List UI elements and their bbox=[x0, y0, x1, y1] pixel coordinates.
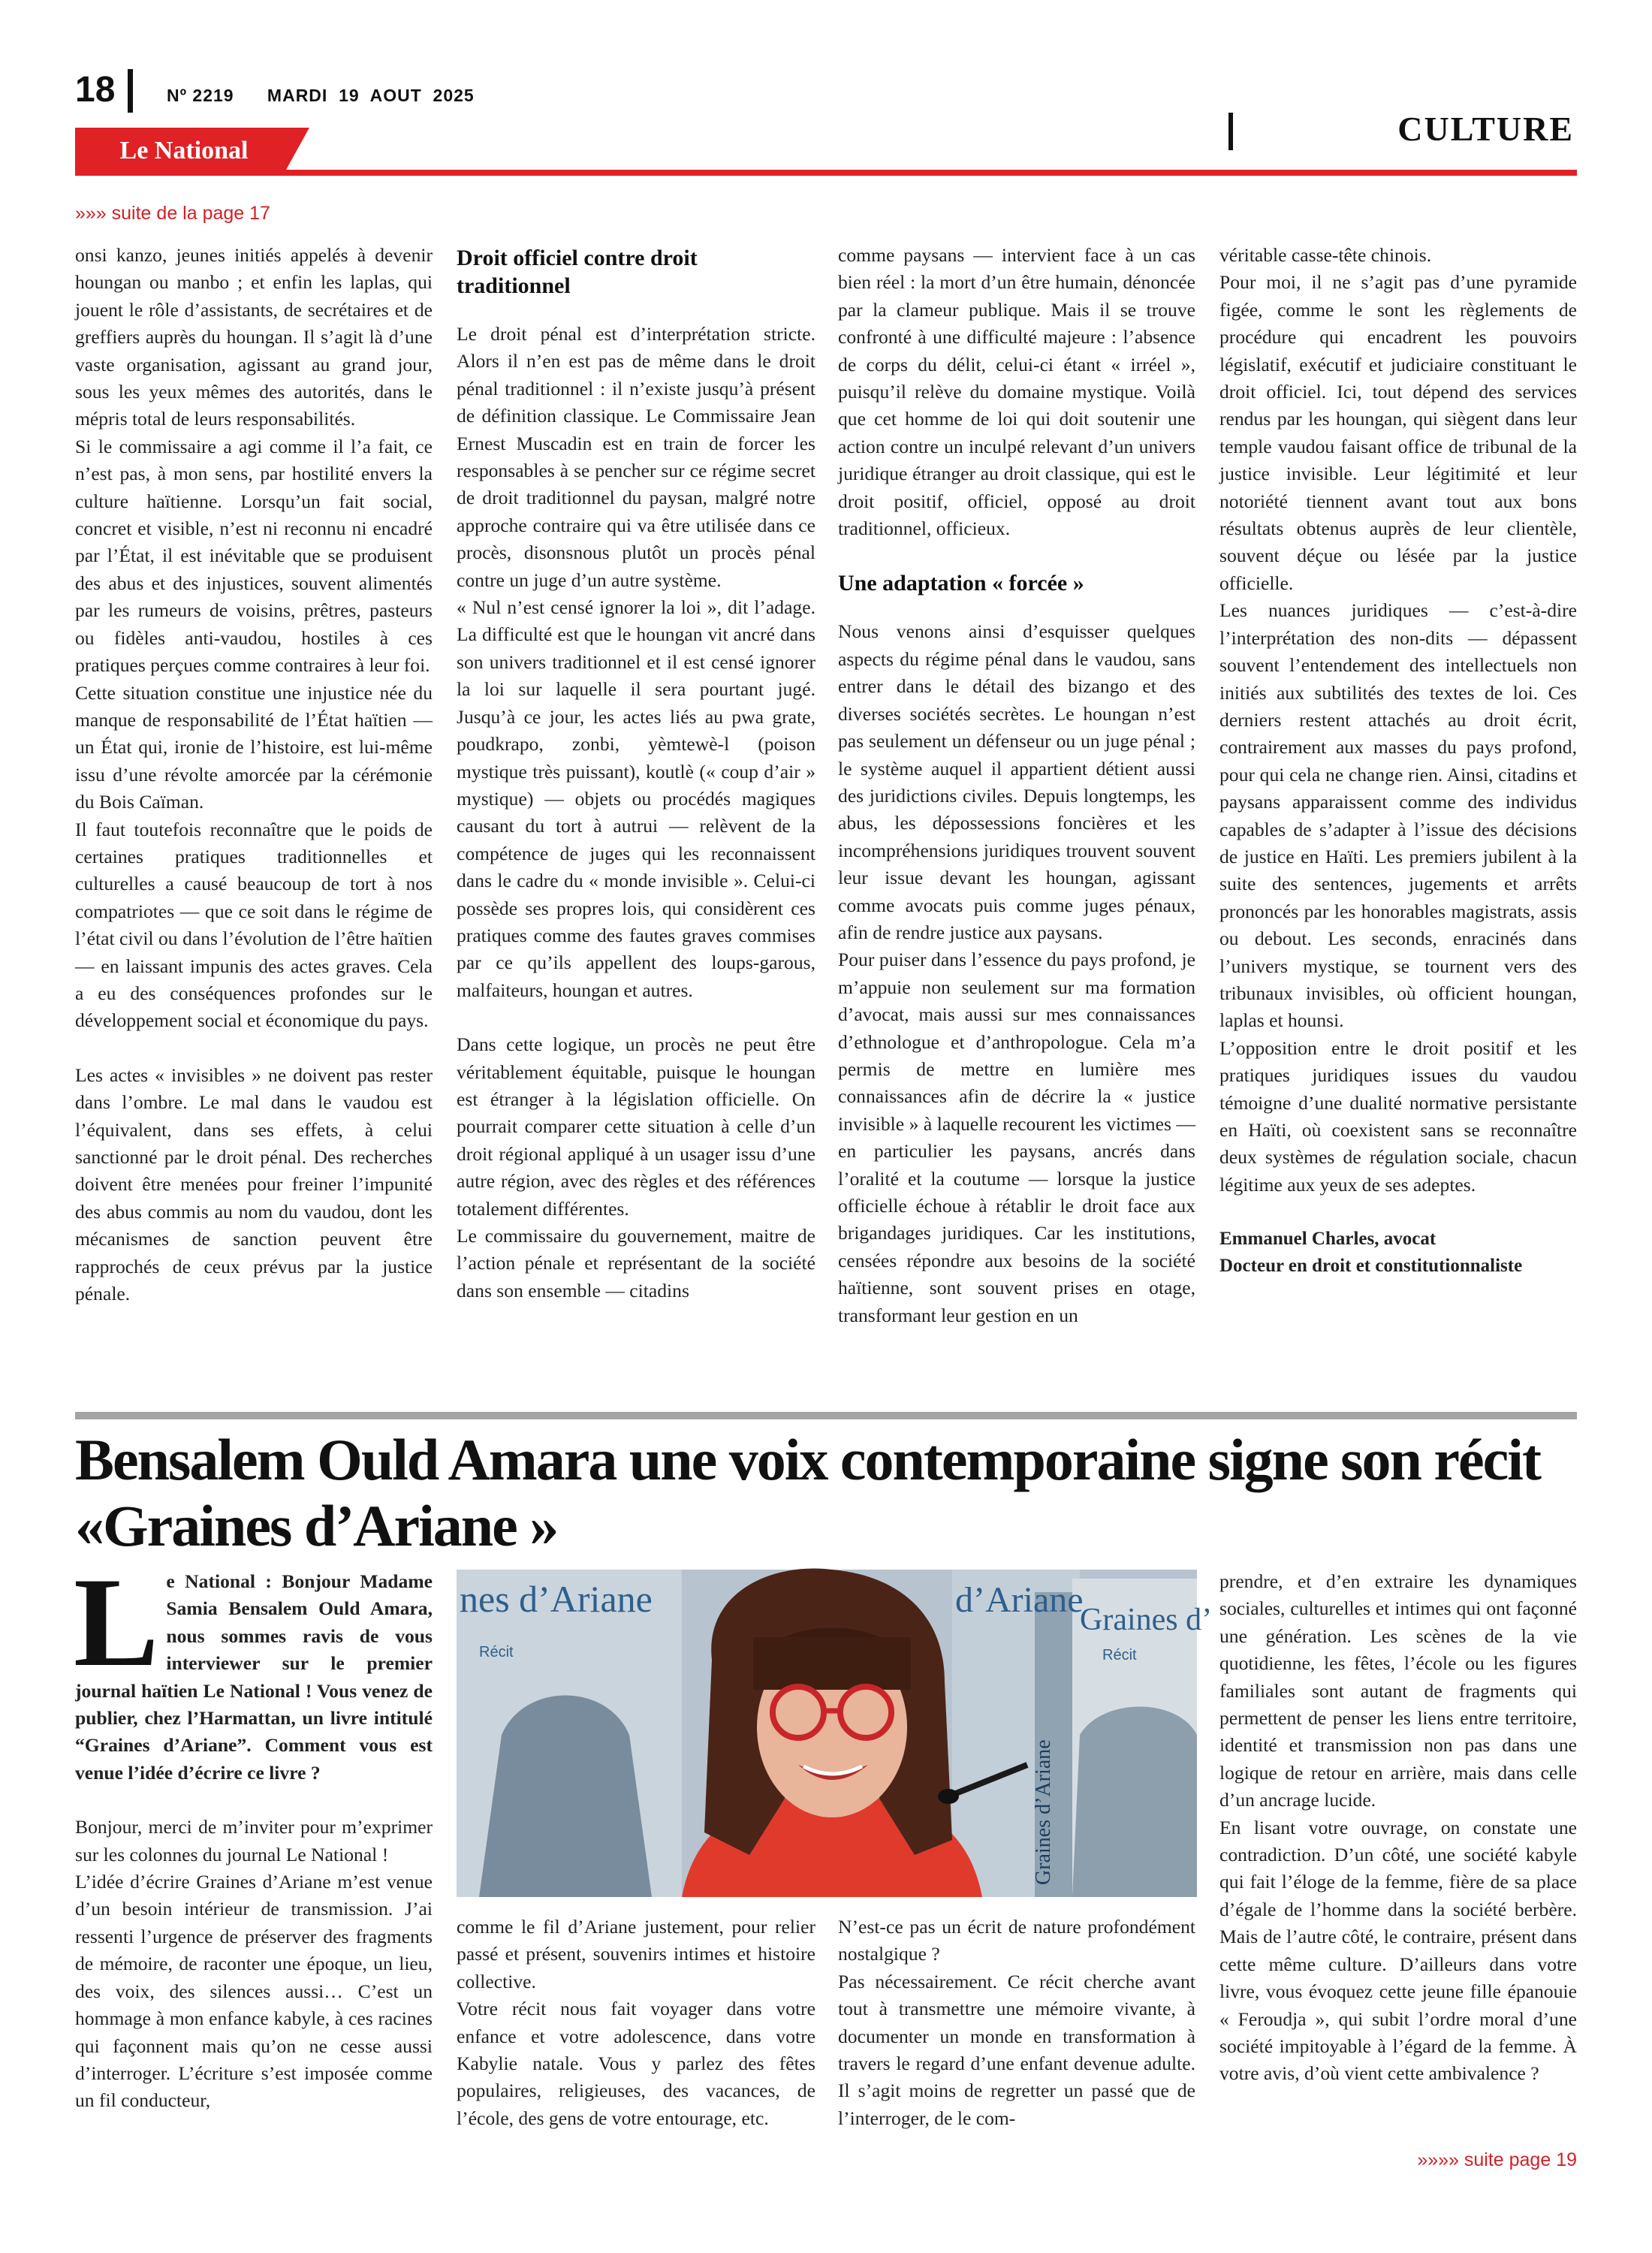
book-dress-shape bbox=[1072, 1707, 1197, 1898]
newspaper-logo: Le National bbox=[119, 137, 249, 164]
article1-column-2 bbox=[457, 244, 815, 1398]
paragraph: Il faut toutefois reconnaître que le poids de certaines pratiques traditionnelles et culturelles a causé beaucoup de tort à nos compatriotes — que ce soit dans le régime de l’état civil ou dans l’évolution de l’être haïtien — en laissant impunis des actes graves. Cela a eu des conséquences profondes sur le développement social et économique du pays. bbox=[75, 818, 433, 1032]
poster-middle-title: d’Ariane bbox=[955, 1580, 1084, 1620]
book-title: Graines d’ bbox=[1080, 1603, 1213, 1637]
page-number: 18 bbox=[75, 70, 116, 110]
article1-column-1 bbox=[75, 242, 433, 1395]
paragraph: comme paysans — intervient face à un cas bien réel : la mort d’un être humain, dénoncée par la clameur publique. Mais il se trouve confronté à une difficulté majeure : l’absence de corps du délit, celui-ci étant « irréel », puisqu’il relève du domaine mystique. Voilà que cet homme de loi qui doit soutenir une action contre un inculpé relevant d’un univers juridique étranger au droit classique, qui est le droit positif, officiel, opposé au droit traditionnel, officieux. bbox=[838, 244, 1195, 540]
paragraph: Les actes « invisibles » ne doivent pas rester dans l’ombre. Le mal dans le vaudou est l’équivalent, dans ses effets, à celui sanctionné par le droit pénal. Des recherches doivent être menées pour freiner l’impunité des abus commis au nom du vaudou, dont les mécanismes de sanction peuvent être rapprochés de ceux prévus par la justice pénale. bbox=[75, 1063, 433, 1305]
paragraph: Pour moi, il ne s’agit pas d’une pyramide figée, comme le sont les règlements de procédure qui encadrent les pouvoirs législatif, exécutif et judiciaire constituant le droit officiel. Ici, tout dépend des services rendus par les houngan, qui siègent dans leur temple vaudou faisant office de tribunal de la justice invisible. Leur légitimité et leur notoriété tiennent avant tout aux bons résultats obtenus auprès de leur clientèle, souvent déçue ou lésée par la justice officielle. bbox=[1219, 271, 1577, 594]
section-divider bbox=[1228, 113, 1233, 150]
paragraph: onsi kanzo, jeunes initiés appelés à devenir houngan ou manbo ; et enfin les laplas, qui jouent le rôle d’assistants, de secrétaires et de greffiers auprès du houngan. Il s’agit là d’une vaste organisation, agissant au grand jour, sous les yeux mêmes des autorités, dans le mépris total de leurs responsabilités. bbox=[75, 244, 433, 430]
paragraph: Si le commissaire a agi comme il l’a fait, ce n’est pas, à mon sens, par hostilité envers la culture haïtienne. Lorsqu’un fait social, concret et visible, n’est ni reconnu ni encadré par l’État, il est inévitable que se produisent des abus et des injustices, souvent alimentés par les rumeurs de voisins, prêtres, pasteurs ou fidèles anti-vaudou, hostiles à ces pratiques perçues comme contraires à leur foi. bbox=[75, 435, 433, 677]
article1-column-3 bbox=[838, 242, 1195, 1395]
header-rule bbox=[75, 170, 1577, 176]
author-signature: Emmanuel Charles, avocat bbox=[1219, 1229, 1436, 1250]
article2-headline: Bensalem Ould Amara une voix contemporaine signe son récit «Graines d’Ariane » bbox=[75, 1427, 1540, 1558]
paragraph: Le droit pénal est d’interprétation stricte. Alors il n’en est pas de même dans le droit pénal traditionnel : il n’existe jusqu’à présent de définition classique. Le Commissaire Jean Ernest Muscadin est en train de forcer les responsables à se pencher sur ce régime secret de droit traditionnel du paysan, malgré notre approche contraire qui va être utilisée dans ce procès, disonsnous plutôt un procès pénal contre un juge d’un autre système. bbox=[457, 323, 815, 591]
issue-info bbox=[167, 86, 475, 106]
paragraph: Les nuances juridiques — c’est-à-dire l’interprétation des non-dits — dépassent souvent l’entendement des intellectuels non initiés aux subtilités des textes de loi. Ces derniers restent attachés au droit écrit, contrairement aux masses du pays profond, pour qui cela ne change rien. Ainsi, citadins et paysans apparaissent comme des individus capables de s’adapter à l’issue des décisions de justice en Haïti. Les premiers jubilent à la suite des sentences, jugements et arrêts prononcés par les honorables magistrats, assis ou debout. Les seconds, enracinés dans l’univers mystique, se tournent vers des tribunaux invisibles, où officient houngan, laplas et hounsi. bbox=[1219, 599, 1577, 1032]
article-divider bbox=[75, 1412, 1577, 1419]
article2-column-1 bbox=[74, 1552, 433, 2169]
section-title: CULTURE bbox=[1397, 110, 1574, 148]
author-photo bbox=[457, 1570, 1213, 1897]
paragraph: Bonjour, merci de m’inviter pour m’exprimer sur les colonnes du journal Le National ! bbox=[75, 1816, 433, 1865]
issue-number: Nº 2219 bbox=[167, 86, 234, 105]
paragraph: L’opposition entre le droit positif et les pratiques juridiques issues du vaudou témoigne d’une dualité normative persistante en Haïti, où coexistent sans se reconnaître deux systèmes de régulation sociale, chacun légitime aux yeux de ses adeptes. bbox=[1219, 1036, 1577, 1196]
article2-column-3 bbox=[838, 1914, 1195, 2169]
paragraph: Votre récit nous fait voyager dans votre enfance et votre adolescence, dans votre Kabylie natale. Vous y parlez des fêtes populaires, religieuses, des vacances, de l’école, des gens de votre entourage, etc. bbox=[457, 1998, 815, 2129]
paragraph: prendre, et d’en extraire les dynamiques sociales, culturelles et intimes qui ont façonné une génération. Les scènes de la vie quotidienne, les fêtes, l’école ou les figures familiales sont autant de fragments qui permettent de penser les liens entre territoire, identité et transmission non pas dans une logique de retour en arrière, mais dans celle d’un ancrage lucide. bbox=[1219, 1570, 1577, 1811]
interview-question: e National : Bonjour Madame Samia Bensalem Ould Amara, nous sommes ravis de vous interviewer sur le premier journal haïtien Le National ! Vous venez de publier, chez l’Harmattan, un livre intitulé “Graines d’Ariane”. Comment vous est venue l’idée d’écrire ce livre ? bbox=[75, 1570, 433, 1784]
issue-date: MARDI 19 AOUT 2025 bbox=[267, 86, 475, 105]
author-photo-illustration bbox=[457, 1570, 1213, 1897]
fringe bbox=[753, 1637, 911, 1690]
paragraph: véritable casse-tête chinois. bbox=[1219, 244, 1432, 266]
article2-column-4 bbox=[1219, 1568, 1577, 2169]
paragraph: N’est-ce pas un écrit de nature profondément nostalgique ? bbox=[838, 1916, 1195, 1965]
subheading: Une adaptation « forcée » bbox=[838, 571, 1084, 596]
microphone-icon bbox=[938, 1789, 959, 1804]
paragraph: Cette situation constitue une injustice née du manque de responsabilité de l’État haïtien — un État qui, ironie de l’histoire, est lui-même issu d’une révolte amorcée par la cérémonie du Bois Caïman. bbox=[75, 681, 433, 813]
drop-cap: L bbox=[74, 1552, 159, 1693]
poster-left-title: nes d’Ariane bbox=[460, 1578, 653, 1620]
paragraph: Nous venons ainsi d’esquisser quelques aspects du régime pénal dans le vaudou, sans entrer dans le détail des bizango et des diverses sociétés secrètes. Le houngan n’est pas seulement un défenseur ou un juge pénal ; le système auquel il appartient détient aussi des juridictions civiles. Depuis longtemps, les abus, les dépossessions foncières et les incompréhensions juridiques trouvent souvent leur issue devant les houngan, agissant comme avocats puis comme juges pénaux, afin de rendre justice aux paysans. bbox=[838, 620, 1195, 943]
paragraph: Pas nécessairement. Ce récit cherche avant tout à transmettre une mémoire vivante, à documenter un monde en transformation à travers le regard d’une enfant devenue adulte. Il s’agit moins de regretter un passé que de l’interroger, de le com- bbox=[838, 1970, 1195, 2129]
subheading: Droit officiel contre droit traditionnel bbox=[457, 246, 698, 298]
paragraph: « Nul n’est censé ignorer la loi », dit l’adage. La difficulté est que le houngan vit ancré dans son univers traditionnel et il est censé ignorer la loi sur laquelle il sera pourtant jugé. Jusqu’à ce jour, les actes liés au pwa grate, poudkrapo, zonbi, yèmtewè-l (poison mystique très puissant), koutlè (« coup d’air » mystique) — objets ou procédés magiques causant du tort à autrui — relèvent de la compétence de juges qui les reconnaissent dans le cadre du « monde invisible ». Celui-ci possède ses propres lois, qui considèrent ces pratiques comme des fautes graves commises par ce qu’ils appellent des loups-garous, malfaiteurs, houngan et autres. bbox=[457, 596, 815, 1001]
book-subtitle: Récit bbox=[1102, 1647, 1137, 1663]
paragraph: comme le fil d’Ariane justement, pour relier passé et présent, souvenirs intimes et histoire collective. bbox=[457, 1916, 815, 1992]
article2-column-2 bbox=[457, 1914, 815, 2169]
continued-from-link[interactable]: »»» suite de la page 17 bbox=[75, 203, 270, 224]
book-spine-title: Graines d’Ariane bbox=[1032, 1739, 1055, 1885]
paragraph: Le commissaire du gouvernement, maitre de l’action pénale et représentant de la société dans son ensemble — citadins bbox=[457, 1225, 815, 1301]
paragraph: En lisant votre ouvrage, on constate une contradiction. D’un côté, une société kabyle qui fait l’éloge de la femme, fière de sa place d’égale de l’homme dans la société berbère. Mais de l’autre côté, le contraire, présent dans cette même culture. D’ailleurs dans votre livre, vous évoquez cette jeune fille épanouie « Feroudja », qui subit l’ordre moral d’une société impitoyable à l’égard de la femme. À votre avis, d’où vient cette ambivalence ? bbox=[1219, 1816, 1577, 2085]
author-title: Docteur en droit et constitutionnaliste bbox=[1219, 1256, 1523, 1277]
article1-column-4 bbox=[1219, 242, 1577, 1395]
page-number-divider bbox=[128, 69, 133, 113]
paragraph: Pour puiser dans l’essence du pays profond, je m’appuie non seulement sur ma formation d’avocat, mais aussi sur mes connaissances d’ethnologue et d’anthropologue. Cela m’a permis de mettre en lumière mes connaissances afin de décrire la « justice invisible » à laquelle recourent les victimes — en particulier les paysans, ancrés dans l’oralité et la coutume — lorsque la justice officielle échoue à rétablir le droit face aux brigandages juridiques. Car les institutions, censées répondre aux besoins de la société haïtienne, sont souvent prises en otage, transformant leur gestion en un bbox=[838, 949, 1195, 1326]
paragraph: Dans cette logique, un procès ne peut être véritablement équitable, puisque le houngan est étranger à la législation officielle. On pourrait comparer cette situation à celle d’un droit régional appliqué à un usager issu d’une autre région, avec des règles et des références totalement différentes. bbox=[457, 1033, 815, 1220]
continued-to-link[interactable]: »»»» suite page 19 bbox=[1417, 2149, 1577, 2170]
poster-left-subtitle: Récit bbox=[479, 1644, 514, 1660]
paragraph: L’idée d’écrire Graines d’Ariane m’est venue d’un besoin intérieur de transmission. J’ai ressenti l’urgence de préserver des fragments de mémoire, de raconter une époque, un lieu, des voix, des silences aussi… C’est un hommage à mon enfance kabyle, à ces racines qui façonnent mais qu’on ne cesse aussi d’interroger. L’écriture s’est imposée comme un fil conducteur, bbox=[75, 1871, 433, 2112]
